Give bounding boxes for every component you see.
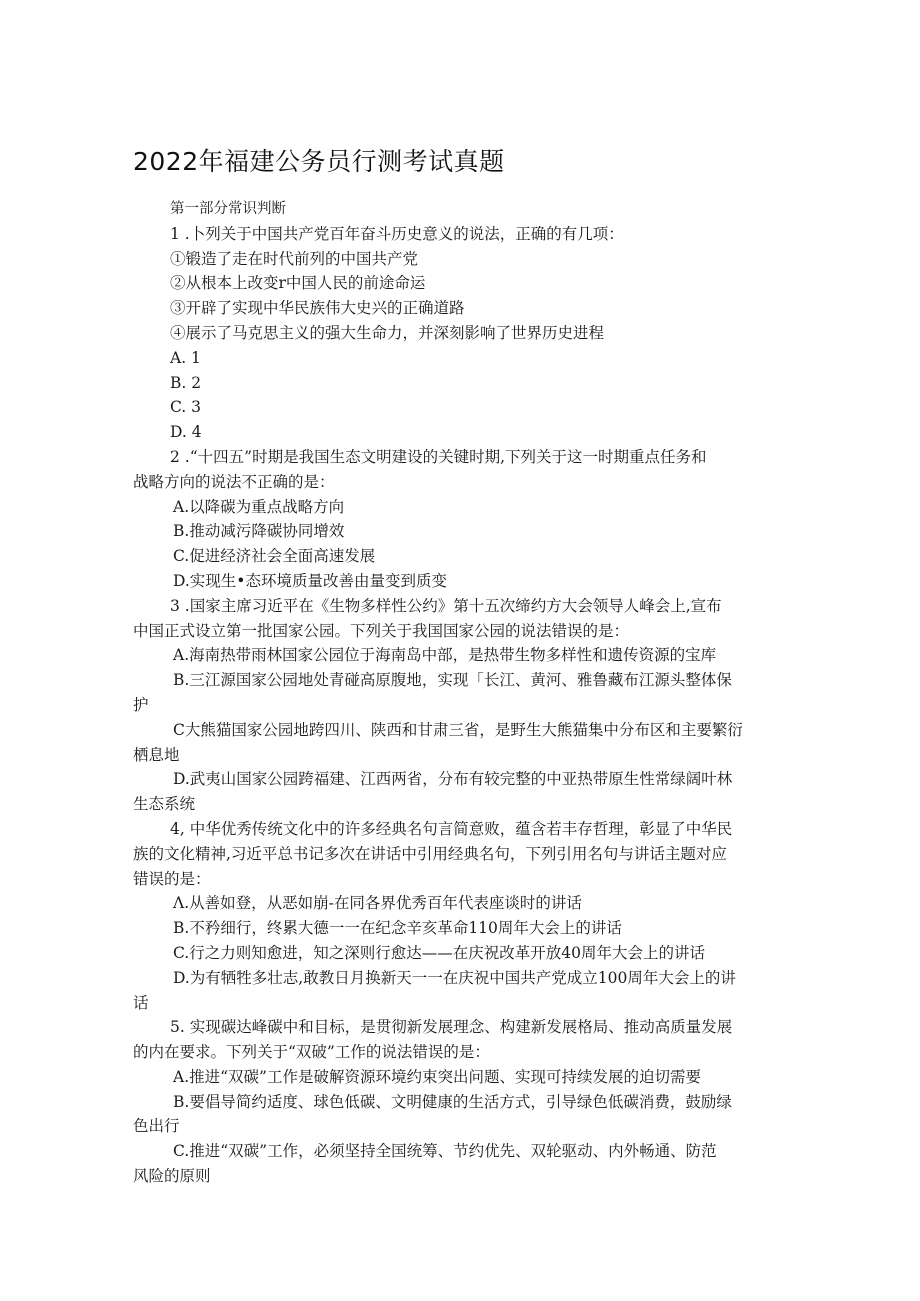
text-line: ③开辟了实现中华民族伟大史兴的正确道路 [170, 299, 465, 318]
text-line: C大熊猫国家公园地跨四川、陕西和甘肃三省，是野生大熊猫集中分布区和主要繁衍 [173, 720, 743, 739]
text-line: 生态系统 [133, 795, 196, 814]
text-line: 2 .“十四五”时期是我国生态文明建设的关键时期,下列关于这一时期重点任务和 [170, 447, 707, 466]
text-line: B.推动减污降碳协同增效 [173, 522, 345, 541]
text-line: B. 2 [170, 373, 202, 392]
text-line: 错误的是： [133, 869, 211, 888]
text-line: 战略方向的说法不正确的是： [133, 472, 335, 491]
text-line: 1 .卜列关于中国共产党百年奋斗历史意义的说法，正确的有几项： [170, 224, 624, 243]
question-lines [133, 222, 790, 1189]
document-body [133, 197, 790, 1189]
text-line: ①锻造了走在时代前列的中国共产党 [170, 249, 419, 268]
text-line: D.为有牺牲多壮志,敢教日月换新天一一在庆祝中国共产党成立100周年大会上的讲 [173, 968, 736, 987]
text-line: 族的文化精神,习近平总书记多次在讲话中引用经典名句，下列引用名句与讲话主题对应 [133, 844, 727, 863]
text-line: C.推进“双碳”工作，必须坚持全国统筹、节约优先、双轮驱动、内外畅通、防范 [173, 1142, 717, 1161]
text-line: A.推进“双碳”工作是破解资源环境约束突出问题、实现可持续发展的迫切需要 [173, 1067, 701, 1086]
text-line: A. 1 [170, 348, 201, 367]
text-line: 色出行 [133, 1117, 180, 1136]
text-line: C.行之力则知愈进，知之深则行愈达——在庆祝改革开放40周年大会上的讲话 [173, 943, 705, 962]
text-line: C.促进经济社会全面高速发展 [173, 547, 376, 566]
text-line: ②从根本上改变r中国人民的前途命运 [170, 274, 426, 293]
text-line: B.不矜细行，终累大德一一在纪念辛亥革命110周年大会上的讲话 [173, 919, 622, 938]
text-line: D. 4 [170, 423, 202, 442]
text-line: Λ.从善如登，从恶如崩-在同各界优秀百年代表座谈时的讲话 [173, 894, 582, 913]
text-line: 风险的原则 [133, 1167, 211, 1186]
text-line: B.要倡导简约适度、球色低碳、文明健康的生活方式，引导绿色低碳消费，鼓励绿 [173, 1092, 732, 1111]
text-line: 的内在要求。下列关于“双破”工作的说法错误的是： [133, 1043, 490, 1062]
section-heading: 第一部分常识判断 [170, 201, 286, 217]
text-line: ④展示了马克思主义的强大生命力，并深刻影响了世界历史进程 [170, 323, 605, 342]
text-line: 4, 中华优秀传统文化中的许多经典名句言简意败，蕴含若丰存哲理，彰显了中华民 [170, 819, 733, 838]
text-line: 3 .国家主席习近平在《生物多样性公约》第十五次缔约方大会领导人峰会上,宣布 [170, 596, 722, 615]
text-line: 中国正式设立第一批国家公园。下列关于我国国家公园的说法错误的是： [133, 621, 630, 640]
text-line: B.三江源国家公园地处青碰高原腹地，实现「长江、黄河、雅鲁藏布江源头整体保 [173, 671, 732, 690]
text-line: D.实现生•态环境质量改善由量变到质变 [173, 571, 447, 590]
text-line: 5. 实现碳达峰碳中和目标，是贯彻新发展理念、构建新发展格局、推动高质量发展 [170, 1018, 733, 1037]
text-line: A.海南热带雨林国家公园位于海南岛中部，是热带生物多样性和遗传资源的宝库 [173, 646, 717, 665]
document-title: 2022年福建公务员行测考试真题 [133, 147, 505, 176]
text-line: C. 3 [170, 398, 202, 417]
text-line: D.武夷山国家公园跨福建、江西两省，分布有较完整的中亚热带原生性常绿阔叶林 [173, 770, 733, 789]
text-line: 护 [133, 695, 149, 714]
text-line: 话 [133, 993, 149, 1012]
text-line: 栖息地 [133, 745, 180, 764]
text-line: A.以降碳为重点战略方向 [173, 497, 345, 516]
